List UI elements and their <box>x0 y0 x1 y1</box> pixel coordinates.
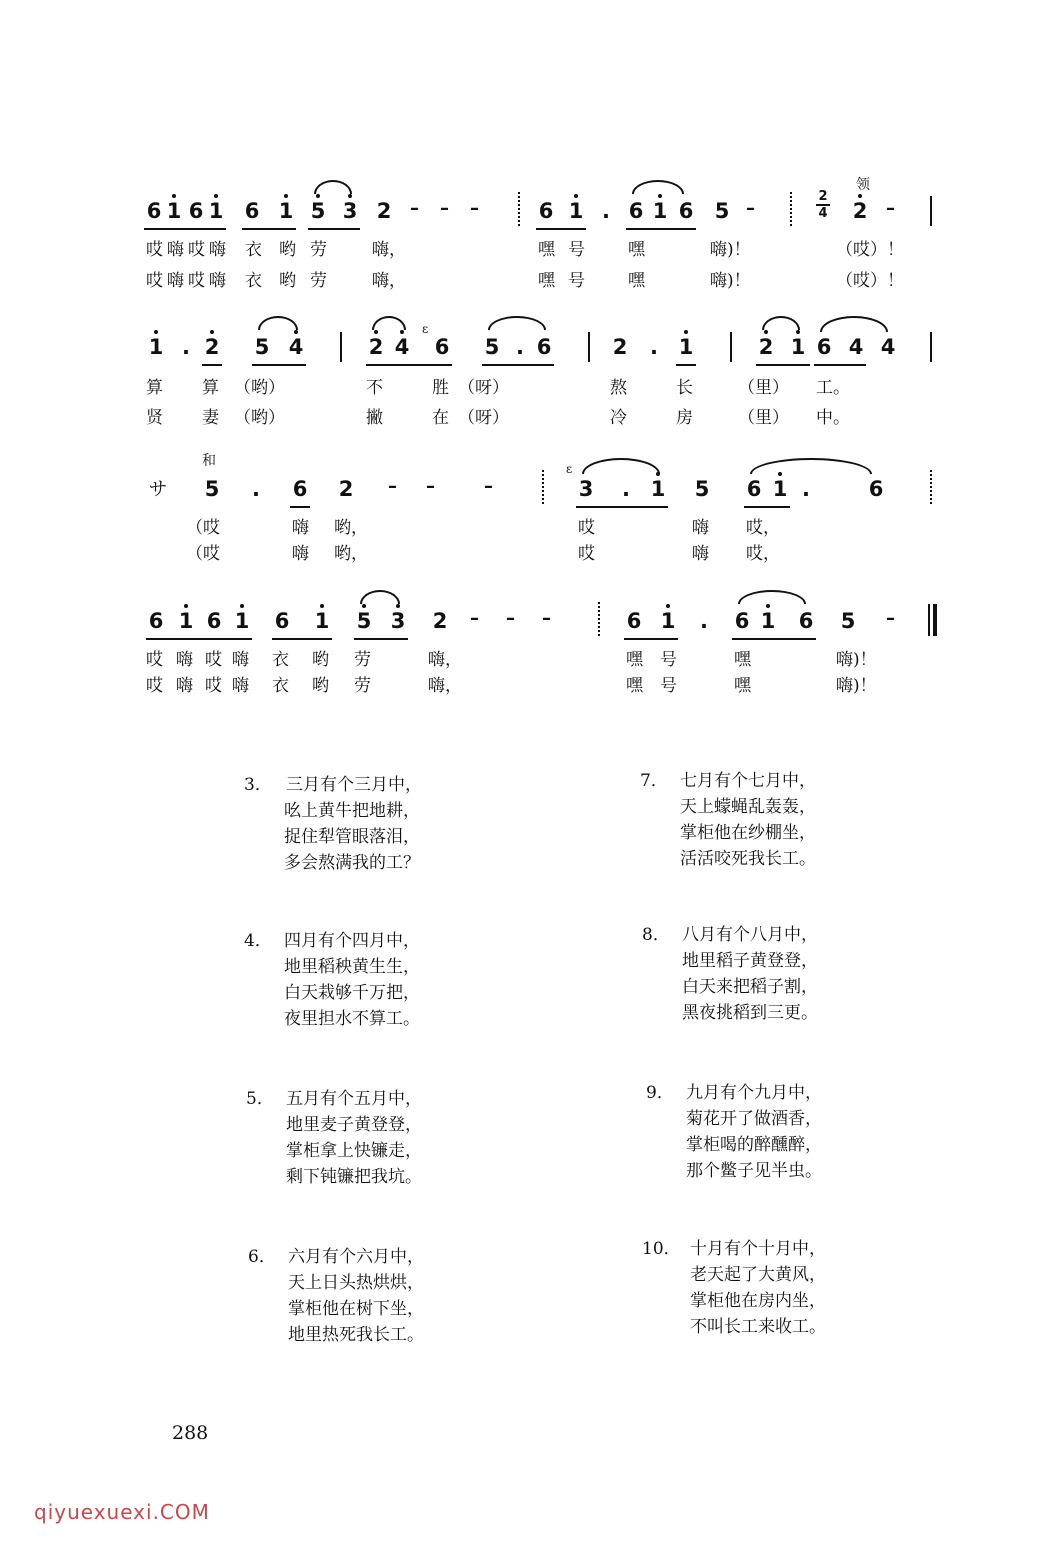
note: 6 <box>628 199 644 223</box>
score-row-2: 1 . 2 5 4 2 4 ɛ 6 5 . 6 2 . 1 2 1 6 4 4 算 算 （哟） 不 胜 （呀） 熬 长 （里） 工。 贤 妻 （哟） 撇 在 （呀） 冷 房 （里） 中。 <box>0 306 1062 456</box>
note: 6 <box>536 335 552 359</box>
note: 6 <box>538 199 554 223</box>
verse-line: 掌柜他在纱棚坐， <box>680 823 816 843</box>
note: 6 <box>798 609 814 633</box>
verse-line: 捉住犁管眼落泪， <box>284 827 420 847</box>
note: 6 <box>206 609 222 633</box>
note: 6 <box>434 335 450 359</box>
note: 2 <box>338 477 354 501</box>
verse-5 <box>246 1086 422 1190</box>
note: 3 <box>342 199 358 223</box>
verse-line: 五月有个五月中， <box>286 1089 422 1109</box>
verse-line: 八月有个八月中， <box>682 925 818 945</box>
note: 2 <box>612 335 628 359</box>
note: 5 <box>484 335 500 359</box>
score-row-4: 6 1 6 1 6 1 5 3 2 – – – 6 1 . 6 1 6 5 – 哎 嗨 哎 嗨 衣 哟 劳 嗨， 嘿 号 嘿 嗨)！ 哎 嗨 哎 嗨 衣 哟 劳 嗨， 嘿 号 嘿 嗨)！ <box>0 582 1062 732</box>
verse-7 <box>640 768 816 872</box>
note: 1 <box>790 335 806 359</box>
verse-line: 掌柜拿上快镰走， <box>286 1141 422 1161</box>
note: 1 <box>178 609 194 633</box>
note: 6 <box>146 199 162 223</box>
note: 6 <box>292 477 308 501</box>
note: 1 <box>278 199 294 223</box>
note: 2 <box>852 199 868 223</box>
verse-line: 白天栽够千万把， <box>284 983 420 1003</box>
note: 2 <box>204 335 220 359</box>
note: . <box>700 609 708 633</box>
note: 2 <box>368 335 384 359</box>
note: 5 <box>204 477 220 501</box>
note: 6 <box>626 609 642 633</box>
note: 5 <box>254 335 270 359</box>
note: 6 <box>148 609 164 633</box>
note: 3 <box>578 477 594 501</box>
note: 4 <box>848 335 864 359</box>
verse-number: 5． <box>246 1089 274 1109</box>
note: 1 <box>234 609 250 633</box>
note: 6 <box>274 609 290 633</box>
lead-marking: 领 <box>856 177 870 193</box>
note: 6 <box>746 477 762 501</box>
verse-line: 活活咬死我长工。 <box>680 849 816 869</box>
watermark-link[interactable]: qiyuexuexi.COM <box>34 1500 210 1524</box>
verse-line: 掌柜喝的醉醺醉， <box>686 1135 822 1155</box>
note: 1 <box>760 609 776 633</box>
verse-line: 不叫长工来收工。 <box>690 1317 826 1337</box>
verse-number: 4． <box>244 931 272 951</box>
verse-line: 七月有个七月中， <box>680 771 816 791</box>
verse-line: 三月有个三月中， <box>286 775 422 795</box>
chorus-marking: 和 <box>202 453 216 469</box>
note: . <box>602 199 610 223</box>
verse-line: 多会熬满我的工？ <box>284 853 420 873</box>
verse-line: 菊花开了做酒香， <box>686 1109 822 1129</box>
verse-number: 3． <box>244 775 272 795</box>
note: 6 <box>816 335 832 359</box>
note: 1 <box>568 199 584 223</box>
verse-3 <box>244 772 422 876</box>
note: 6 <box>678 199 694 223</box>
note: 5 <box>310 199 326 223</box>
verse-number: 10． <box>642 1239 681 1259</box>
verse-line: 天上日头热烘烘， <box>288 1273 424 1293</box>
verse-line: 地里稻子黄登登， <box>682 951 818 971</box>
verse-9 <box>646 1080 822 1184</box>
note: . <box>650 335 658 359</box>
note: 2 <box>758 335 774 359</box>
note: 1 <box>650 477 666 501</box>
note: 6 <box>244 199 260 223</box>
note: 1 <box>652 199 668 223</box>
verse-line: 天上蠓蝇乱轰轰， <box>680 797 816 817</box>
note: 5 <box>840 609 856 633</box>
note: 5 <box>714 199 730 223</box>
note: . <box>802 477 810 501</box>
verse-line: 地里稻秧黄生生， <box>284 957 420 977</box>
note: 4 <box>288 335 304 359</box>
note: 1 <box>148 335 164 359</box>
verse-line: 老天起了大黄风， <box>690 1265 826 1285</box>
note: 6 <box>734 609 750 633</box>
page-number: 288 <box>172 1422 209 1444</box>
note: 6 <box>868 477 884 501</box>
note: 2 <box>376 199 392 223</box>
note: . <box>516 335 524 359</box>
verse-line: 地里麦子黄登登， <box>286 1115 422 1135</box>
note: 1 <box>660 609 676 633</box>
note: 3 <box>390 609 406 633</box>
note: 5 <box>356 609 372 633</box>
note: 4 <box>394 335 410 359</box>
note: . <box>252 477 260 501</box>
note: . <box>182 335 190 359</box>
note: 1 <box>314 609 330 633</box>
verse-line: 掌柜他在房内坐， <box>690 1291 826 1311</box>
verse-4 <box>244 928 420 1032</box>
note: . <box>622 477 630 501</box>
verse-8 <box>642 922 818 1026</box>
verse-line: 夜里担水不算工。 <box>284 1009 420 1029</box>
verse-number: 8． <box>642 925 670 945</box>
verse-10 <box>642 1236 826 1340</box>
verse-line: 吆上黄牛把地耕， <box>284 801 420 821</box>
verse-number: 7． <box>640 771 668 791</box>
verse-line: 掌柜他在树下坐， <box>288 1299 424 1319</box>
note: 1 <box>678 335 694 359</box>
verse-line: 黑夜挑稻到三更。 <box>682 1003 818 1023</box>
verse-line: 十月有个十月中， <box>690 1239 826 1259</box>
verse-line: 白天来把稻子割， <box>682 977 818 997</box>
verse-6 <box>248 1244 424 1348</box>
verse-number: 9． <box>646 1083 674 1103</box>
verse-number: 6． <box>248 1247 276 1267</box>
verse-line: 九月有个九月中， <box>686 1083 822 1103</box>
score-row-3: 和 サ 5 . 6 2 – – – ɛ 3 . 1 5 6 1 . 6 （哎 嗨 哟， 哎 嗨 哎， （哎 嗨 哟， 哎 嗨 哎， <box>0 446 1062 596</box>
note: 5 <box>694 477 710 501</box>
verse-line: 那个鳖子见半虫。 <box>686 1161 822 1181</box>
note: 4 <box>880 335 896 359</box>
verse-line: 地里热死我长工。 <box>288 1325 424 1345</box>
note: 6 <box>188 199 204 223</box>
rubato-mark: サ <box>148 478 168 500</box>
note: 2 <box>432 609 448 633</box>
verse-line: 剩下钝镰把我坑。 <box>286 1167 422 1187</box>
verse-line: 四月有个四月中， <box>284 931 420 951</box>
note: 1 <box>208 199 224 223</box>
note: 1 <box>772 477 788 501</box>
note: 1 <box>166 199 182 223</box>
score-row-1: 领 6 1 6 1 6 1 5 3 2 – – – 6 1 . 6 1 6 5 – 2 4 2 – 哎 嗨 哎 嗨 衣 哟 劳 嗨， 嘿 号 嘿 嗨)！ （哎）！ 哎 嗨 哎 嗨 衣 哟 劳 嗨， 嘿 号 嘿 嗨)！ （哎）！ <box>0 170 1062 320</box>
time-signature-top: 2 <box>818 189 828 204</box>
verse-line: 六月有个六月中， <box>288 1247 424 1267</box>
time-signature-bottom: 4 <box>818 206 828 221</box>
